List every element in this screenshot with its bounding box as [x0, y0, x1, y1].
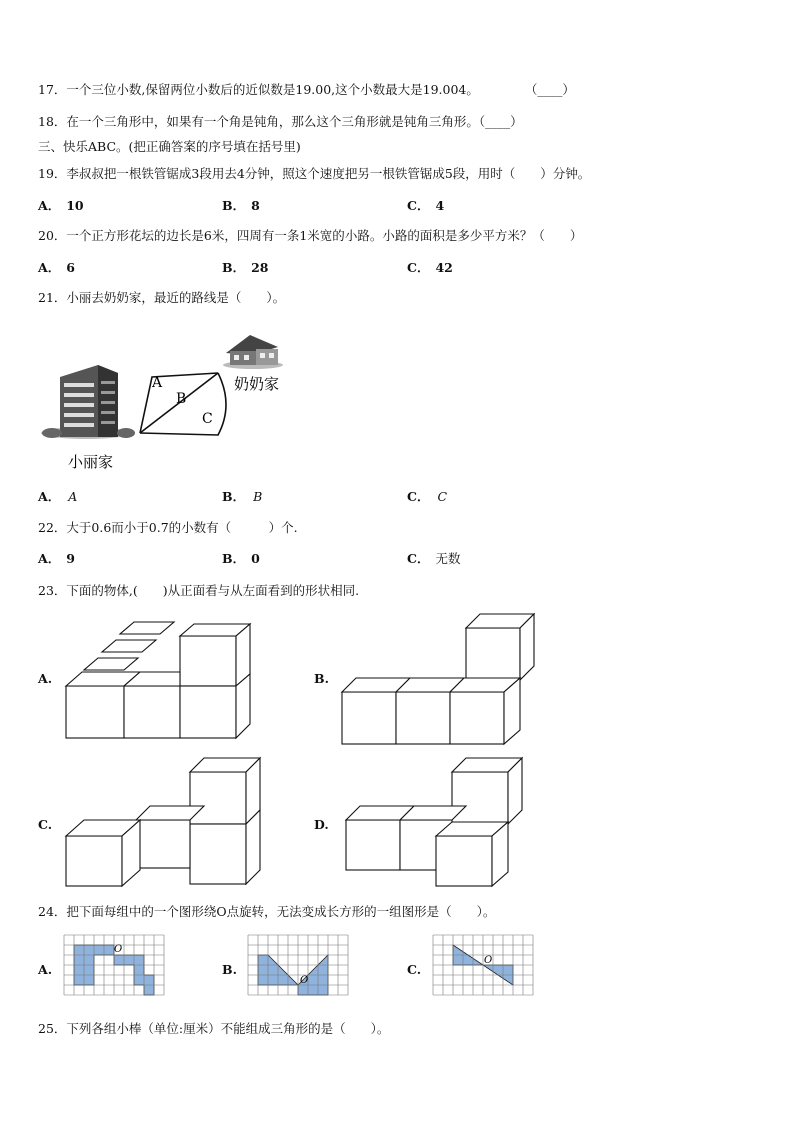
- grid-figure-c: [433, 935, 535, 997]
- figure-c-label[interactable]: C.: [38, 817, 53, 832]
- option-c[interactable]: C． 无数: [407, 551, 461, 566]
- question-24: 24．把下面每组中的一个图形绕O点旋转，无法变成长方形的一组图形是（ ）。: [38, 904, 496, 919]
- question-18-text: 18．在一个三角形中，如果有一个角是钝角，那么这个三角形就是钝角三角形。（____）: [38, 114, 523, 129]
- option-b[interactable]: B． 8: [222, 198, 260, 213]
- option-b[interactable]: B． B: [222, 489, 263, 504]
- route-c-label: C: [202, 411, 213, 427]
- option-a[interactable]: A． 10: [38, 198, 84, 213]
- option-c[interactable]: C． 4: [407, 198, 445, 213]
- question-19: 19．李叔叔把一根铁管锯成3段用去4分钟，照这个速度把另一根铁管锯成5段，用时（ ）分钟。: [38, 166, 591, 181]
- figure-a-label[interactable]: A.: [38, 671, 53, 686]
- route-a-label: A: [152, 375, 163, 391]
- grid-figure-a: [64, 935, 166, 997]
- question-22: 22．大于0.6而小于0.7的小数有（ ）个.: [38, 520, 298, 535]
- question-17: [38, 82, 575, 98]
- rotation-point-label: O: [484, 955, 493, 966]
- grid-c-label[interactable]: C.: [407, 962, 422, 977]
- cube-figure-b: [340, 612, 540, 747]
- option-a[interactable]: A． A: [38, 489, 78, 504]
- rotation-point-label: O: [114, 944, 123, 955]
- question-18: [38, 114, 523, 130]
- apartment-building-icon: [41, 365, 135, 439]
- cube-figure-c: [64, 756, 269, 891]
- figure-b-label[interactable]: B.: [314, 671, 329, 686]
- grid-figure-b: [248, 935, 350, 997]
- route-figure: [38, 325, 308, 475]
- question-17-text: 17．一个三位小数,保留两位小数后的近似数是19.00,这个小数最大是19.004。: [38, 82, 479, 97]
- rotation-point-label: O: [300, 975, 309, 986]
- option-a[interactable]: A． 9: [38, 551, 75, 566]
- option-b[interactable]: B． 28: [222, 260, 269, 275]
- answer-blank[interactable]: （____）: [524, 82, 575, 97]
- grid-b-label[interactable]: B.: [222, 962, 237, 977]
- grid-a-label[interactable]: A.: [38, 962, 53, 977]
- section-heading: 三、快乐ABC。(把正确答案的序号填在括号里): [38, 139, 301, 154]
- route-b-label: B: [176, 391, 187, 407]
- xiaoli-home-label: 小丽家: [68, 453, 114, 471]
- question-23: 23．下面的物体,( )从正面看与从左面看到的形状相同.: [38, 583, 360, 598]
- figure-d-label[interactable]: D.: [314, 817, 329, 832]
- cube-figure-d: [344, 756, 529, 891]
- option-c[interactable]: C． 42: [407, 260, 453, 275]
- house-icon: [223, 335, 283, 369]
- question-25: 25．下列各组小棒（单位:厘米）不能组成三角形的是（ ）。: [38, 1021, 390, 1036]
- option-c[interactable]: C． C: [407, 489, 448, 504]
- cube-figure-a: [64, 620, 254, 740]
- option-b[interactable]: B． 0: [222, 551, 260, 566]
- grandma-home-label: 奶奶家: [234, 375, 280, 393]
- question-20: 20．一个正方形花坛的边长是6米，四周有一条1米宽的小路。小路的面积是多少平方米？（ ）: [38, 228, 583, 243]
- option-a[interactable]: A． 6: [38, 260, 75, 275]
- question-21: 21．小丽去奶奶家，最近的路线是（ ）。: [38, 290, 286, 305]
